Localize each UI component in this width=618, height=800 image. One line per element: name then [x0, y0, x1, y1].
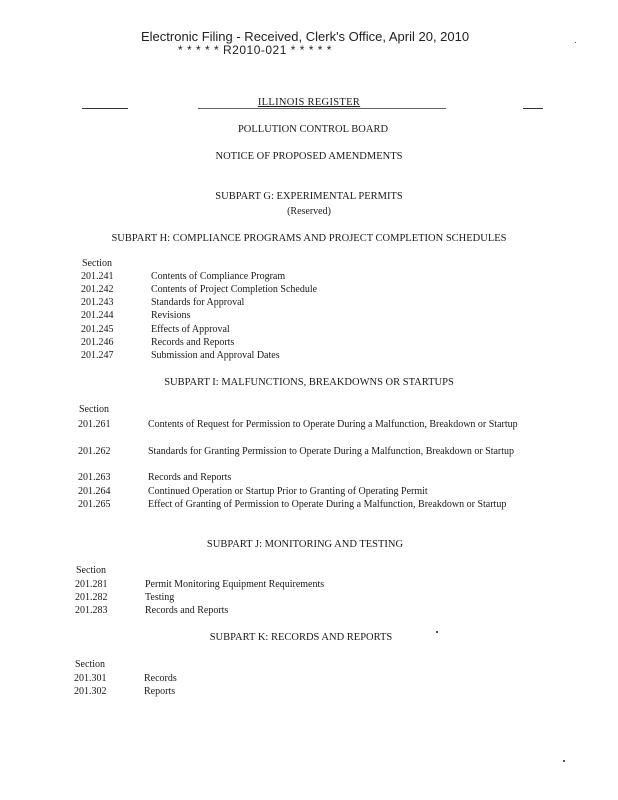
scan-speck	[436, 631, 438, 633]
subpart-j-heading: SUBPART J: MONITORING AND TESTING	[206, 539, 404, 550]
board-title: POLLUTION CONTROL BOARD	[237, 124, 389, 135]
section-label: Section	[82, 258, 112, 269]
section-label: Section	[75, 659, 105, 670]
section-number: 201.262	[78, 446, 111, 457]
section-title: Continued Operation or Startup Prior to Granting of Operating Permit	[148, 486, 428, 497]
section-number: 201.261	[78, 419, 111, 430]
section-number: 201.281	[75, 579, 108, 590]
section-label: Section	[76, 565, 106, 576]
notice-title: NOTICE OF PROPOSED AMENDMENTS	[215, 151, 403, 162]
subpart-h-heading: SUBPART H: COMPLIANCE PROGRAMS AND PROJECT COMPLETION SCHEDULES	[111, 233, 507, 244]
header-rule-right	[523, 108, 543, 109]
scan-speck	[575, 42, 576, 43]
section-title: Records and Reports	[148, 472, 232, 483]
section-label: Section	[79, 404, 109, 415]
scan-speck	[563, 760, 565, 762]
section-title: Revisions	[151, 310, 191, 321]
section-title: Effects of Approval	[151, 324, 230, 335]
section-number: 201.241	[81, 271, 114, 282]
section-number: 201.242	[81, 284, 114, 295]
section-title: Standards for Granting Permission to Operate During a Malfunction, Breakdown or Startup	[148, 446, 515, 457]
section-number: 201.282	[75, 592, 108, 603]
register-title: ILLINOIS REGISTER	[257, 97, 361, 108]
section-title: Submission and Approval Dates	[151, 350, 280, 361]
section-title: Records	[144, 673, 177, 684]
section-number: 201.265	[78, 499, 111, 510]
section-number: 201.244	[81, 310, 114, 321]
section-number: 201.243	[81, 297, 114, 308]
section-number: 201.301	[74, 673, 107, 684]
section-number: 201.247	[81, 350, 114, 361]
section-title: Testing	[145, 592, 175, 603]
section-title: Records and Reports	[145, 605, 229, 616]
section-title: Records and Reports	[151, 337, 235, 348]
section-number: 201.264	[78, 486, 111, 497]
subpart-k-heading: SUBPART K: RECORDS AND REPORTS	[209, 632, 393, 643]
filing-stamp-line2: * * * * * R2010-021 * * * * *	[178, 43, 332, 57]
section-number: 201.246	[81, 337, 114, 348]
section-number: 201.283	[75, 605, 108, 616]
section-title: Effect of Granting of Permission to Operate During a Malfunction, Breakdown or Startup	[148, 499, 507, 510]
subpart-i-heading: SUBPART I: MALFUNCTIONS, BREAKDOWNS OR STARTUPS	[164, 377, 454, 388]
section-title: Reports	[144, 686, 176, 697]
section-number: 201.302	[74, 686, 107, 697]
header-rule-mid	[198, 108, 446, 109]
section-number: 201.263	[78, 472, 111, 483]
subpart-g-heading: SUBPART G: EXPERIMENTAL PERMITS	[215, 191, 403, 202]
filing-stamp-line1: Electronic Filing - Received, Clerk's Office, April 20, 2010	[141, 29, 470, 44]
section-title: Standards for Approval	[151, 297, 245, 308]
section-title: Contents of Project Completion Schedule	[151, 284, 318, 295]
section-title: Contents of Request for Permission to Operate During a Malfunction, Breakdown or Startup	[148, 419, 518, 430]
section-title: Permit Monitoring Equipment Requirements	[145, 579, 325, 590]
subpart-g-status: (Reserved)	[287, 206, 331, 217]
section-title: Contents of Compliance Program	[151, 271, 286, 282]
section-number: 201.245	[81, 324, 114, 335]
header-rule-left	[82, 108, 128, 109]
